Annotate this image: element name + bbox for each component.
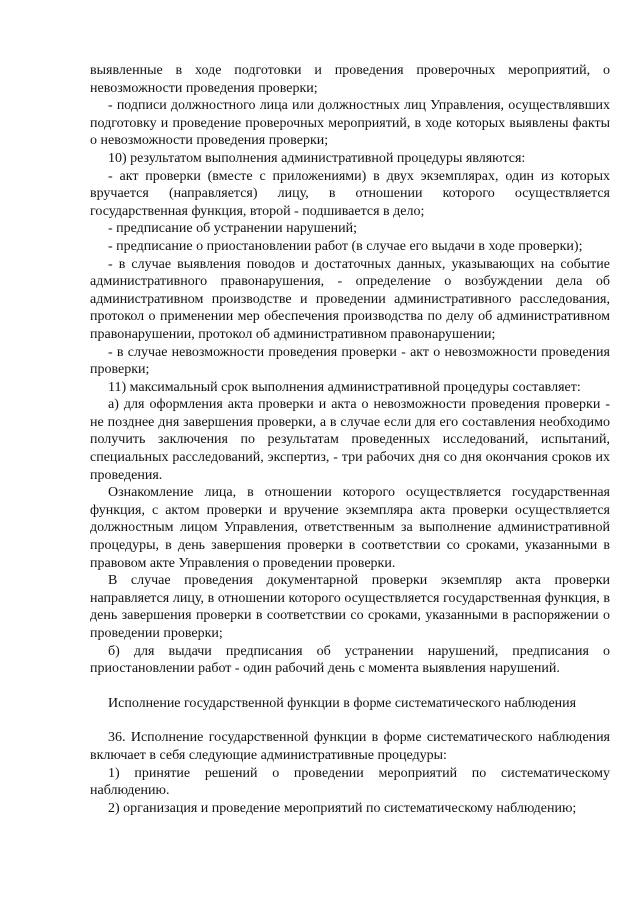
paragraph-p8: - в случае невозможности проведения проверки - акт о невозможности проведения проверки; bbox=[90, 344, 610, 378]
paragraph-p1: выявленные в ходе подготовки и проведения проверочных мероприятий, о невозможности проведения проверки; bbox=[90, 63, 610, 96]
paragraph-p13: б) для выдачи предписания об устранении нарушений, предписания о приостановлении работ - один рабочий день с момента выявления нарушений. bbox=[90, 643, 610, 677]
paragraph-p9: 11) максимальный срок выполнения административной процедуры составляет: bbox=[108, 379, 581, 395]
paragraph-p14: 36. Исполнение государственной функции в форме систематического наблюдения включает в себя следующие административные процедуры: bbox=[90, 730, 610, 763]
paragraph-p11: Ознакомление лица, в отношении которого осуществляется государственная функция, с актом проверки и вручение экземпляра акта проверки осуществляется должностным лицом Управления, ответственным за выполнение административной процедуры, в день завершения проверки в соответствии со сроками, указанными в правовом акте Управления о проведении проверки. bbox=[90, 485, 610, 571]
paragraph-p15: 1) принятие решений о проведении мероприятий по систематическому наблюдению. bbox=[90, 765, 610, 799]
document-page bbox=[90, 62, 610, 817]
paragraph-block bbox=[90, 62, 610, 678]
paragraph-p3: 10) результатом выполнения административной процедуры являются: bbox=[108, 150, 526, 166]
paragraph-p2: - подписи должностного лица или должностных лиц Управления, осуществлявших подготовку и проведение проверочных мероприятий, в ходе которых выявлены факты о невозможности проведения проверки; bbox=[90, 98, 610, 149]
paragraph-p16: 2) организация и проведение мероприятий по систематическому наблюдению; bbox=[108, 800, 577, 816]
paragraph-p5: - предписание об устранении нарушений; bbox=[108, 221, 357, 237]
paragraph-p4: - акт проверки (вместе с приложениями) в двух экземплярах, один из которых вручается (направляется) лицу, в отношении которого осуществляется государственная функция, второй - подшивается в дело; bbox=[90, 168, 610, 219]
paragraph-block bbox=[90, 729, 610, 817]
paragraph-p6: - предписание о приостановлении работ (в случае его выдачи в ходе проверки); bbox=[108, 238, 583, 254]
paragraph-p7: - в случае выявления поводов и достаточных данных, указывающих на событие административного правонарушения, - определение о возбуждении дела об административном производстве и проведении административного расследования, протокол о применении мер обеспечения производства по делу об административном правонарушении, протокол об административном правонарушении; bbox=[90, 256, 610, 342]
paragraph-p10: а) для оформления акта проверки и акта о невозможности проведения проверки - не позднее дня завершения проверки, а в случае если для его составления необходимо получить заключения по результатам проведенных исследований, испытаний, специальных расследований, экспертиз, - три рабочих дня со дня окончания сроков их проведения. bbox=[90, 397, 610, 483]
paragraph-p12: В случае проведения документарной проверки экземпляр акта проверки направляется лицу, в отношении которого осуществляется государственная функция, в день завершения проверки в соответствии со сроками, указанными в распоряжении о проведении проверки; bbox=[90, 573, 610, 641]
section-heading: Исполнение государственной функции в форме систематического наблюдения bbox=[108, 695, 577, 711]
